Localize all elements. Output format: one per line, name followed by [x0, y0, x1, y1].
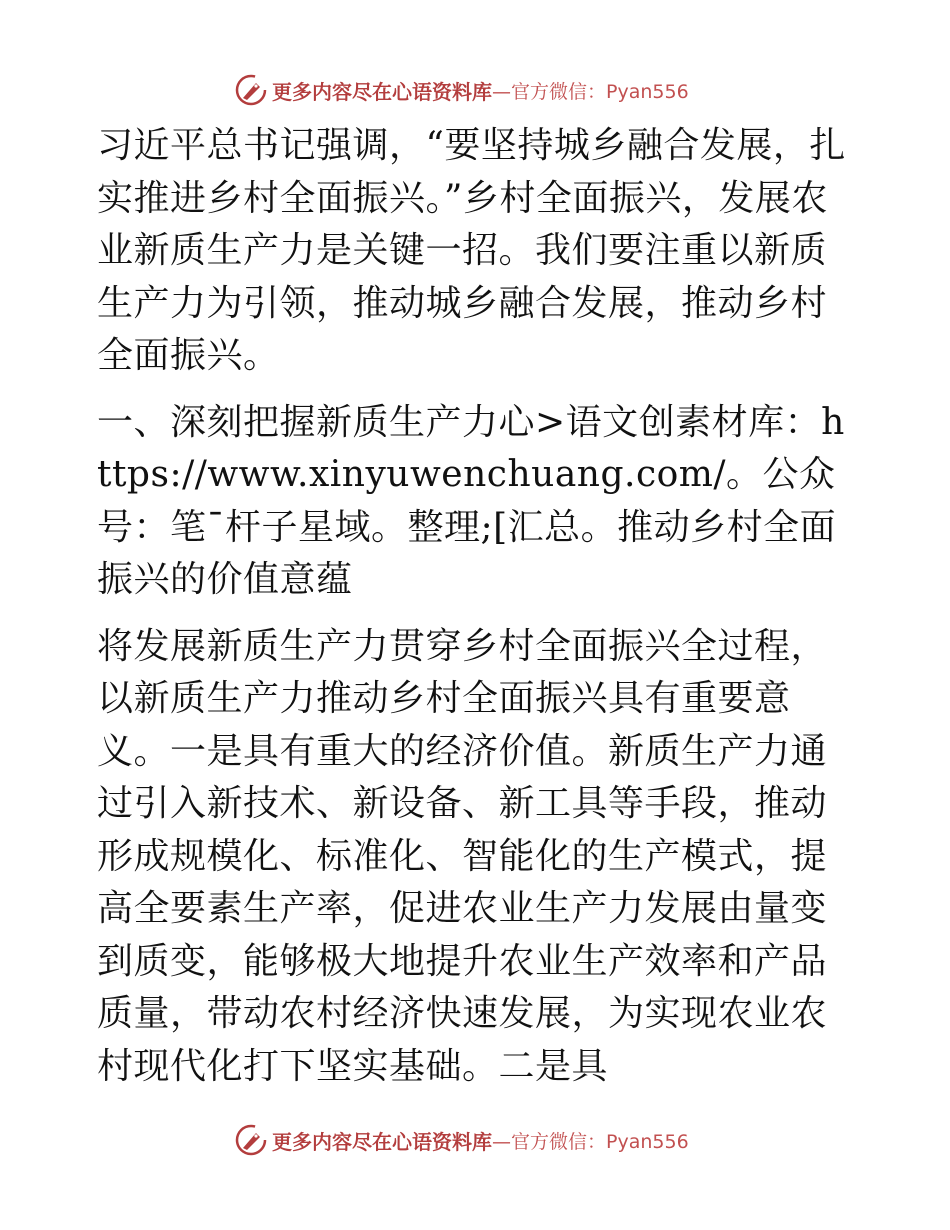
- footer-watermark-banner: [234, 1120, 689, 1160]
- pen-nib-logo-icon: [234, 73, 268, 107]
- header-watermark-banner: [234, 70, 689, 110]
- pen-nib-logo-icon: [234, 1123, 268, 1157]
- watermark-contact-text: —官方微信：Pyan556: [492, 1130, 689, 1153]
- watermark-contact-text: —官方微信：Pyan556: [492, 80, 689, 103]
- document-body: [97, 120, 857, 1093]
- paragraph-intro: 习近平总书记强调，“要坚持城乡融合发展，扎实推进乡村全面振兴。”乡村全面振兴，发展农业新质生产力是关键一招。我们要注重以新质生产力为引领，推动城乡融合发展，推动乡村全面振兴。: [97, 125, 846, 376]
- watermark-lead-text: 更多内容尽在心语资料库: [272, 1129, 492, 1154]
- paragraph-section-heading: 一、深刻把握新质生产力心>语文创素材库：https://www.xinyuwenchuang.com/。公众号：笔¯杆子星域。整理;[汇总。推动乡村全面振兴的价值意蕴: [97, 401, 845, 600]
- paragraph-value-significance: 将发展新质生产力贯穿乡村全面振兴全过程，以新质生产力推动乡村全面振兴具有重要意义。一是具有重大的经济价值。新质生产力通过引入新技术、新设备、新工具等手段，推动形成规模化、标准化、智能化的生产模式，提高全要素生产率，促进农业生产力发展由量变到质变，能够极大地提升农业生产效率和产品质量，带动农村经济快速发展，为实现农业农村现代化打下坚实基础。二是具: [97, 625, 828, 1087]
- watermark-lead-text: 更多内容尽在心语资料库: [272, 79, 492, 104]
